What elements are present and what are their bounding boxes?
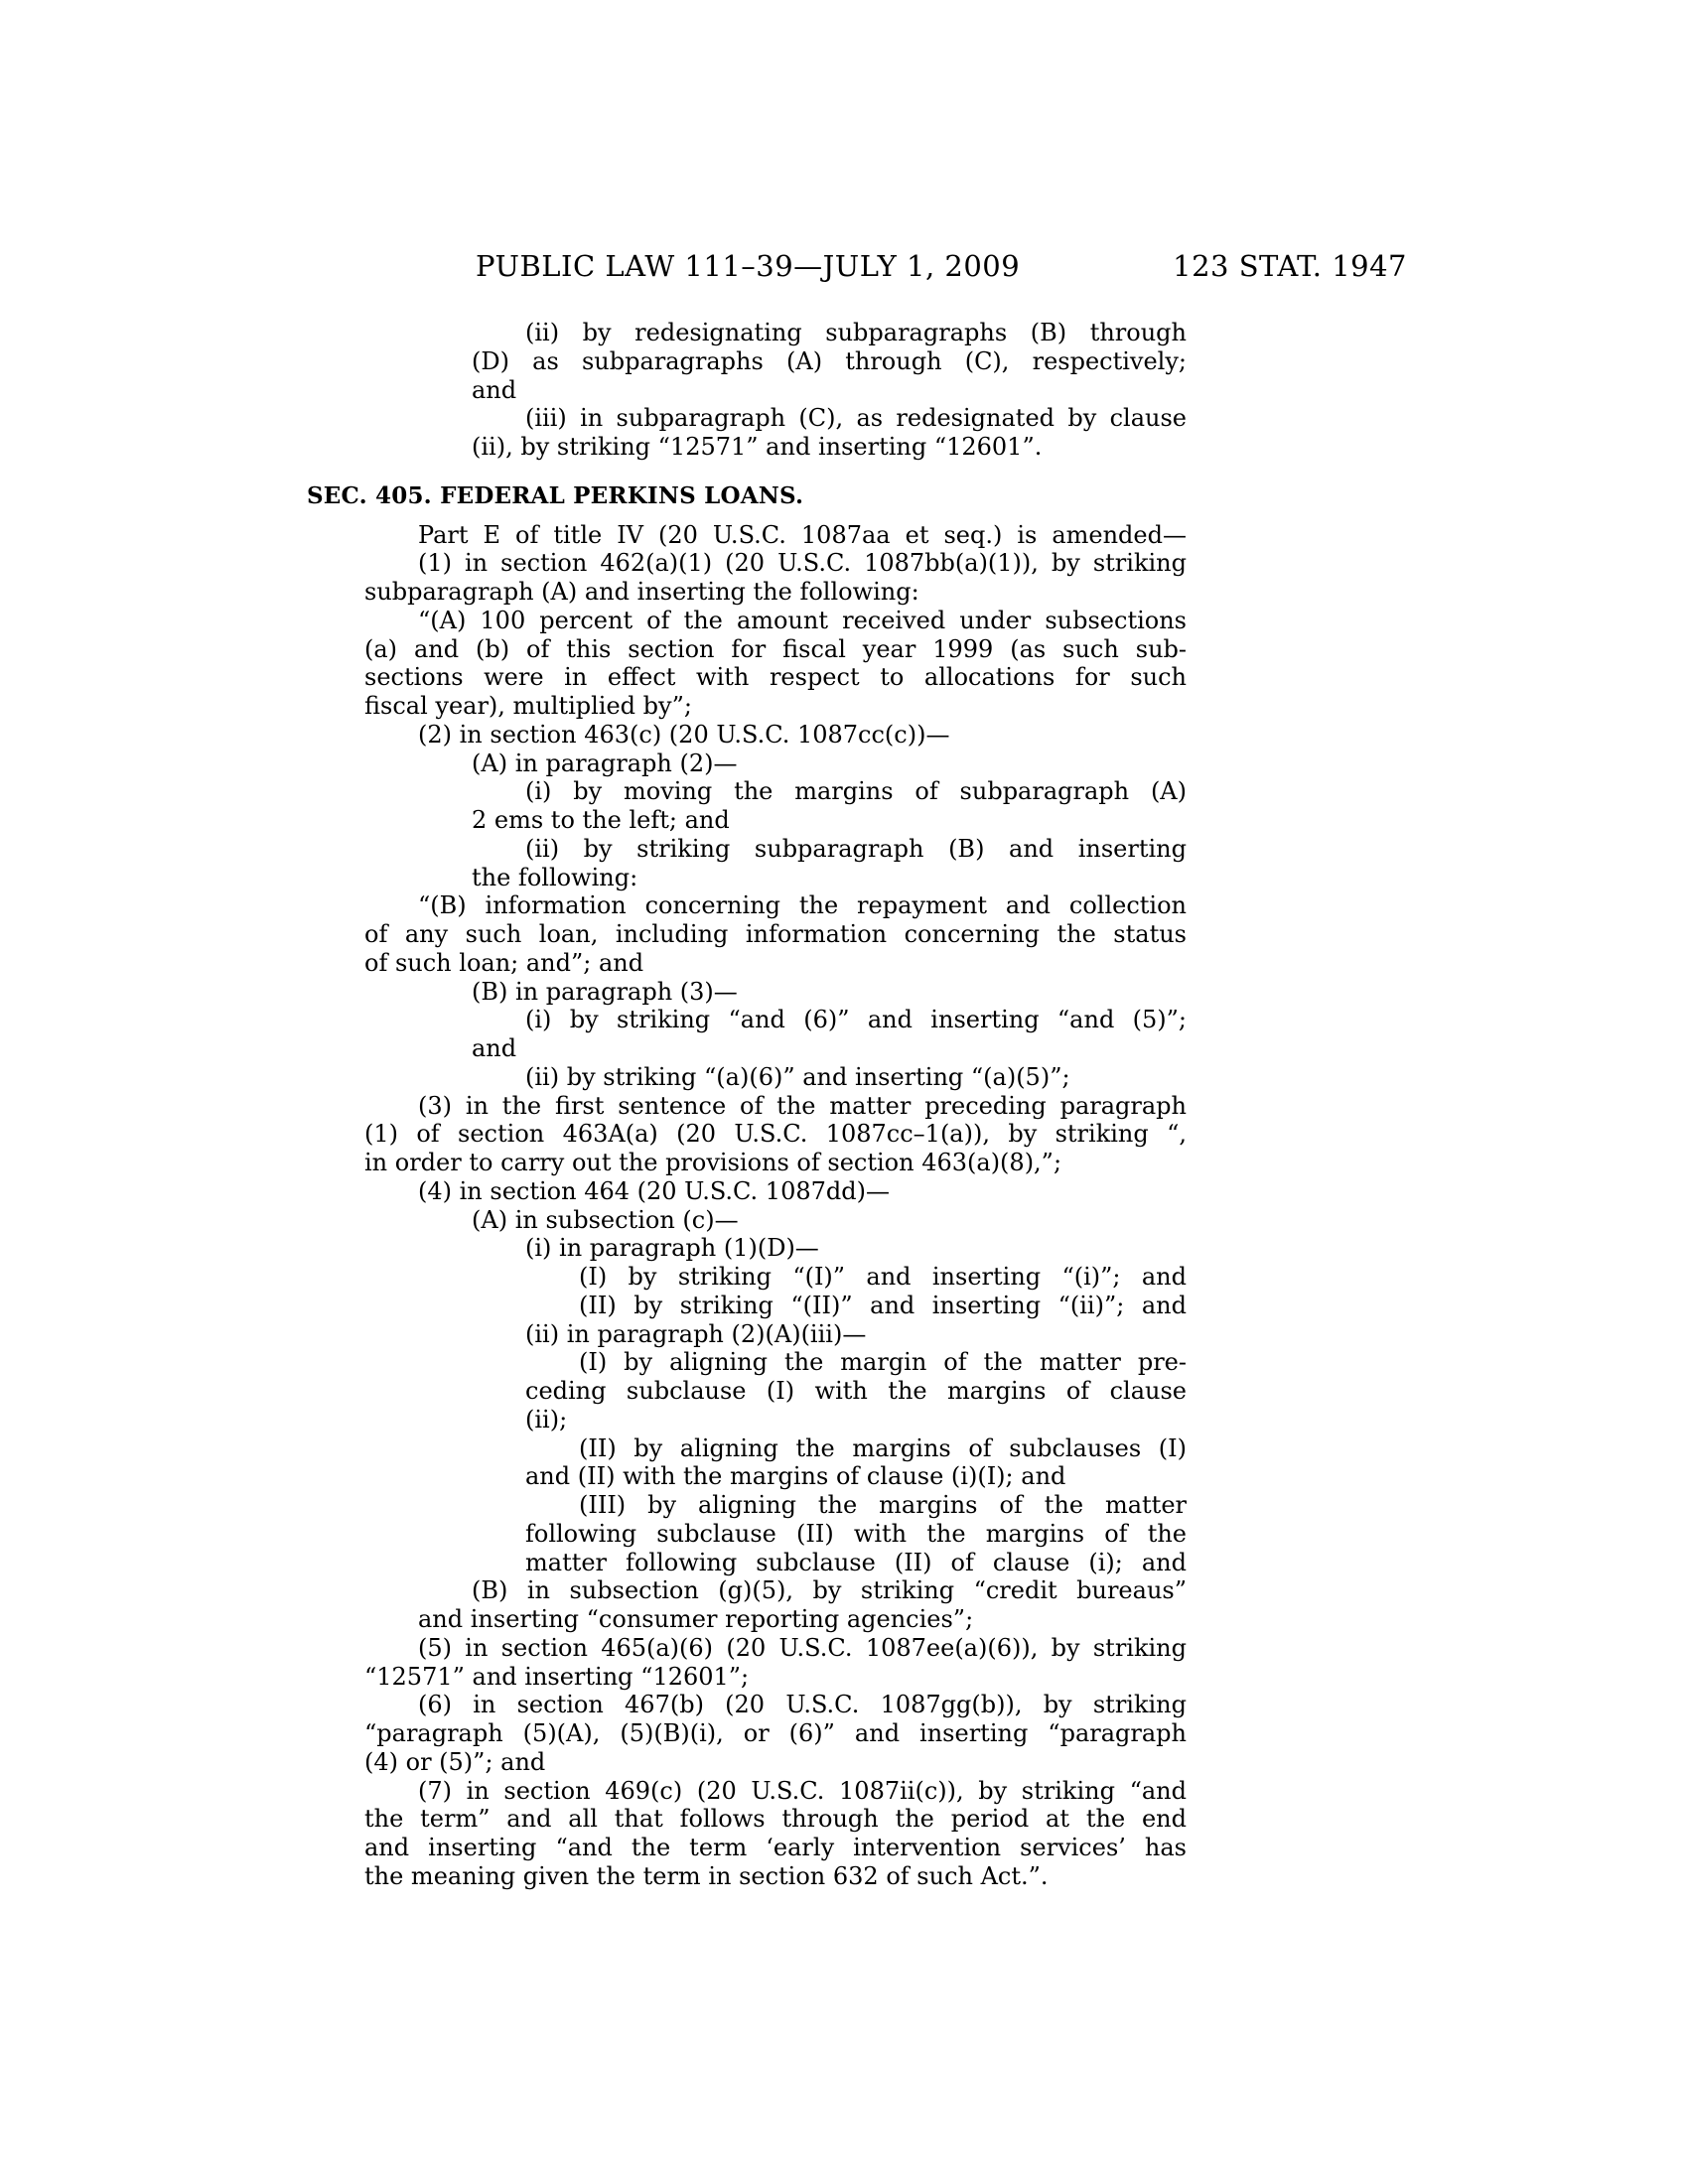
statute-line: (4) in section 464 (20 U.S.C. 1087dd)— [418, 1176, 890, 1205]
statute-line: “paragraph (5)(A), (5)(B)(i), or (6)” and inserting “paragraph [364, 1719, 1187, 1747]
statute-line: (ii) in paragraph (2)(A)(iii)— [525, 1319, 867, 1348]
statute-line: (ii) by striking subparagraph (B) and inserting [525, 834, 1187, 863]
statute-line: and (II) with the margins of clause (i)(I); and [525, 1462, 1066, 1491]
statute-line: (4) or (5)”; and [364, 1747, 546, 1776]
statute-line: (7) in section 469(c) (20 U.S.C. 1087ii(c)), by striking “and [418, 1776, 1187, 1805]
statute-line: subparagraph (A) and inserting the following: [364, 578, 919, 606]
statute-line: (II) by striking “(II)” and inserting “(ii)”; and [579, 1291, 1187, 1319]
statute-line: (5) in section 465(a)(6) (20 U.S.C. 1087ee(a)(6)), by striking [418, 1633, 1187, 1662]
statute-line: in order to carry out the provisions of section 463(a)(8),”; [364, 1149, 1062, 1176]
running-head [0, 249, 1688, 283]
statute-line: the following: [472, 863, 638, 891]
statute-line: and inserting “consumer reporting agencies”; [418, 1605, 974, 1633]
statute-line: (III) by aligning the margins of the matter [579, 1491, 1187, 1519]
statute-line: ceding subclause (I) with the margins of clause [525, 1377, 1187, 1405]
statute-line: “(B) information concerning the repayment and collection [418, 891, 1187, 920]
statute-line: (ii); [525, 1405, 568, 1433]
statute-line: (A) in subsection (c)— [472, 1205, 739, 1234]
statute-text-column [307, 319, 1187, 1891]
statute-line: (II) by aligning the margins of subclauses (I) [579, 1433, 1187, 1462]
statute-line: (3) in the first sentence of the matter preceding paragraph [418, 1091, 1187, 1120]
statute-line: of any such loan, including information concerning the status [364, 920, 1187, 948]
statute-line: (i) by striking “and (6)” and inserting “and (5)”; [525, 1006, 1187, 1034]
statute-line: matter following subclause (II) of clause (i); and [525, 1548, 1187, 1576]
statute-line: (1) in section 462(a)(1) (20 U.S.C. 1087bb(a)(1)), by striking [418, 549, 1187, 578]
statute-line: and inserting “and the term ‘early intervention services’ has [364, 1834, 1187, 1861]
statute-line: (B) in subsection (g)(5), by striking “credit bureaus” [472, 1576, 1187, 1605]
statute-line: (I) by aligning the margin of the matter pre- [579, 1348, 1187, 1377]
statute-line: (a) and (b) of this section for fiscal year 1999 (as such sub- [364, 634, 1187, 663]
statute-line: (6) in section 467(b) (20 U.S.C. 1087gg(b)), by striking [418, 1691, 1187, 1719]
stat-page-number: 123 STAT. 1947 [1173, 249, 1407, 283]
statute-line: (I) by striking “(I)” and inserting “(i)”; and [579, 1263, 1187, 1291]
statute-line: (B) in paragraph (3)— [472, 977, 738, 1006]
statute-line: “(A) 100 percent of the amount received under subsections [418, 606, 1187, 634]
section-heading: SEC. 405. FEDERAL PERKINS LOANS. [307, 481, 804, 509]
statute-line: “12571” and inserting “12601”; [364, 1662, 750, 1691]
statute-line: fiscal year), multiplied by”; [364, 692, 692, 720]
statute-line: Part E of title IV (20 U.S.C. 1087aa et seq.) is amended— [418, 520, 1187, 549]
statute-line: (iii) in subparagraph (C), as redesignated by clause [525, 404, 1187, 433]
statute-line: (D) as subparagraphs (A) through (C), respectively; [472, 346, 1187, 375]
statute-line: sections were in effect with respect to allocations for such [364, 663, 1187, 692]
statute-line: (i) in paragraph (1)(D)— [525, 1234, 819, 1263]
statute-line: (1) of section 463A(a) (20 U.S.C. 1087cc–1(a)), by striking “, [364, 1120, 1187, 1149]
statute-line: (ii), by striking “12571” and inserting “12601”. [472, 433, 1043, 461]
statute-line: and [472, 375, 517, 404]
statute-line: of such loan; and”; and [364, 948, 644, 977]
law-number-heading: PUBLIC LAW 111–39—JULY 1, 2009 [476, 249, 1021, 283]
statute-line: the term” and all that follows through the period at the end [364, 1805, 1187, 1834]
statute-line: (ii) by redesignating subparagraphs (B) through [525, 319, 1187, 346]
statute-line: (i) by moving the margins of subparagraph (A) [525, 777, 1187, 806]
statute-line: (ii) by striking “(a)(6)” and inserting “(a)(5)”; [525, 1062, 1070, 1091]
statute-line: following subclause (II) with the margins of the [525, 1519, 1187, 1548]
statute-line: (A) in paragraph (2)— [472, 749, 738, 777]
statute-line: and [472, 1034, 517, 1062]
statute-line: 2 ems to the left; and [472, 806, 730, 834]
statute-line: the meaning given the term in section 632 of such Act.”. [364, 1861, 1049, 1890]
statute-line: (2) in section 463(c) (20 U.S.C. 1087cc(c))— [418, 720, 950, 749]
